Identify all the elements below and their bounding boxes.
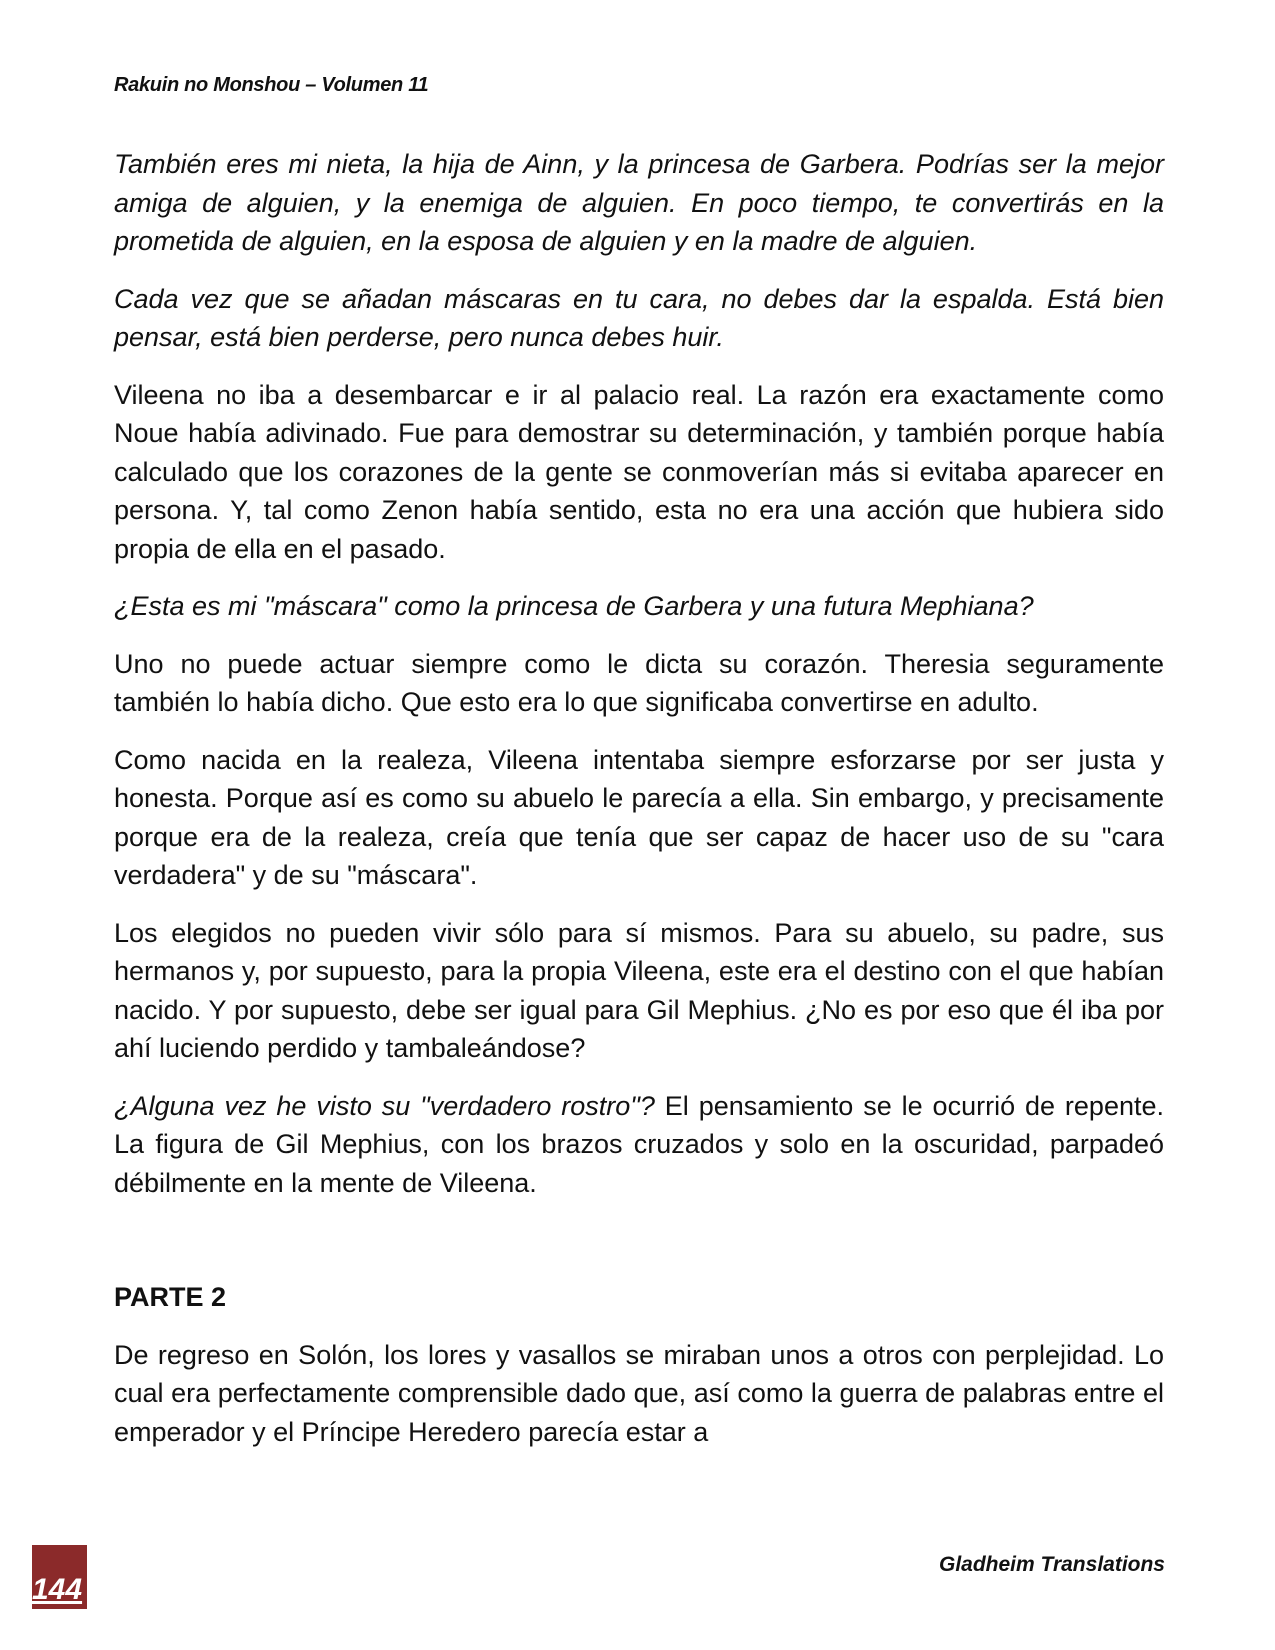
footer-credit: Gladheim Translations	[938, 1553, 1165, 1576]
paragraph-8	[114, 1087, 1164, 1203]
paragraph-2: Cada vez que se añadan máscaras en tu cara, no debes dar la espalda. Está bien pensar, está bien perderse, pero nunca debes huir.	[114, 283, 1164, 352]
paragraph-5: Uno no puede actuar siempre como le dicta su corazón. Theresia seguramente también lo había dicho. Que esto era lo que significaba convertirse en adulto.	[114, 648, 1164, 717]
page-number-badge	[32, 1545, 87, 1609]
paragraph-7: Los elegidos no pueden vivir sólo para sí mismos. Para su abuelo, su padre, sus hermanos y, por supuesto, para la propia Vileena, este era el destino con el que habían nacido. Y por supuesto, debe ser igual para Gil Mephius. ¿No es por eso que él iba por ahí luciendo perdido y tambaleándose?	[114, 917, 1164, 1063]
paragraph-6: Como nacida en la realeza, Vileena intentaba siempre esforzarse por ser justa y honesta. Porque así es como su abuelo le parecía a ella. Sin embargo, y precisamente porque era de la realeza, creía que tenía que ser capaz de hacer uso de su "cara verdadera" y de su "máscara".	[114, 744, 1164, 890]
section-paragraph: De regreso en Solón, los lores y vasallos se miraban unos a otros con perplejidad. Lo cual era perfectamente comprensible dado que, así como la guerra de palabras entre el emperador y el Príncipe Heredero parecía estar a	[114, 1339, 1164, 1447]
paragraph-8-italic-lead: ¿Alguna vez he visto su "verdadero rostro"?	[114, 1090, 655, 1121]
section-heading: PARTE 2	[114, 1282, 227, 1312]
page-body	[114, 145, 1164, 1470]
page-number: 144	[32, 1573, 83, 1606]
paragraph-1: También eres mi nieta, la hija de Ainn, y la princesa de Garbera. Podrías ser la mejor amiga de alguien, y la enemiga de alguien. En poco tiempo, te convertirás en la prometida de alguien, en la esposa de alguien y en la madre de alguien.	[114, 149, 1164, 256]
running-header: Rakuin no Monshou – Volumen 11	[114, 74, 429, 96]
paragraph-3: Vileena no iba a desembarcar e ir al palacio real. La razón era exactamente como Noue había adivinado. Fue para demostrar su determinación, y también porque había calculado que los corazones de la gente se conmoverían más si evitaba aparecer en persona. Y, tal como Zenon había sentido, esta no era una acción que hubiera sido propia de ella en el pasado.	[114, 379, 1164, 564]
paragraph-4: ¿Esta es mi "máscara" como la princesa de Garbera y una futura Mephiana?	[114, 591, 1034, 621]
paragraph-8-text: El pensamiento se le ocurrió de repente. La figura de Gil Mephius, con los brazos cruzados y solo en la oscuridad, parpadeó débilmente en la mente de Vileena.	[114, 1090, 1164, 1198]
